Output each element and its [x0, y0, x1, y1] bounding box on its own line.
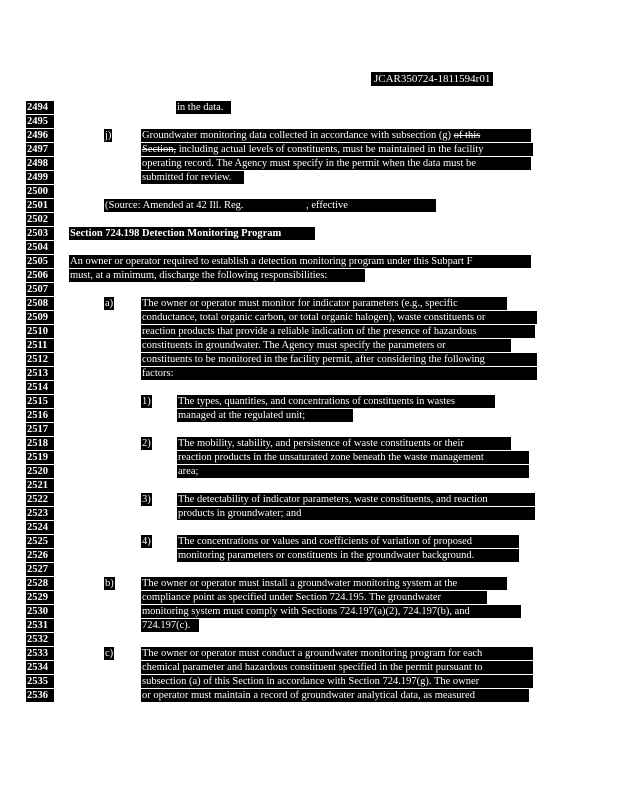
line-number: 2500: [26, 185, 54, 198]
text-line: 724.197(c).: [141, 619, 199, 632]
line-row: [0, 143, 618, 156]
subsection-label: j): [105, 130, 112, 141]
text-line: monitoring system must comply with Sections 724.197(a)(2), 724.197(b), and: [141, 605, 521, 618]
line-row: [0, 185, 618, 198]
source-note: (Source: Amended at 42 Ill. Reg. , effective ): [105, 200, 455, 211]
text-line: The owner or operator must conduct a groundwater monitoring program for each: [141, 647, 533, 660]
line-number: 2502: [26, 213, 54, 226]
paragraph-label: 3): [142, 494, 151, 505]
subsection-label: c): [105, 648, 114, 659]
line-row: [0, 339, 618, 352]
text-line: The owner or operator must install a groundwater monitoring system at the: [141, 577, 507, 590]
line-row: [0, 381, 618, 394]
line-number: 2535: [26, 675, 54, 688]
line-row: [0, 633, 618, 646]
line-number: 2536: [26, 689, 54, 702]
text-line: factors:: [141, 367, 537, 380]
line-row: [0, 521, 618, 534]
paragraph-label: 1): [142, 396, 151, 407]
line-row: [0, 563, 618, 576]
line-number: 2508: [26, 297, 54, 310]
text-line: in the data.: [176, 101, 231, 114]
line-number: 2504: [26, 241, 54, 254]
line-row: [0, 591, 618, 604]
line-number: 2534: [26, 661, 54, 674]
line-row: [0, 605, 618, 618]
line-number: 2530: [26, 605, 54, 618]
text-line: submitted for review.: [141, 171, 244, 184]
line-row: [0, 465, 618, 478]
text-line: An owner or operator required to establish a detection monitoring program under this Subpart F: [69, 255, 531, 268]
subsection-label: b): [105, 578, 114, 589]
line-row: [0, 157, 618, 170]
line-number: 2506: [26, 269, 54, 282]
line-number: 2527: [26, 563, 54, 576]
line-row: [0, 353, 618, 366]
line-row: [0, 213, 618, 226]
line-number: 2516: [26, 409, 54, 422]
line-row: [0, 269, 618, 282]
line-number: 2524: [26, 521, 54, 534]
deleted-text: Section,: [142, 144, 177, 155]
line-number: 2511: [26, 339, 54, 352]
text-line: constituents in groundwater. The Agency must specify the parameters or: [141, 339, 511, 352]
line-number: 2515: [26, 395, 54, 408]
line-number: 2532: [26, 633, 54, 646]
line-row: [0, 437, 618, 450]
line-number: 2529: [26, 591, 54, 604]
line-row: [0, 395, 618, 408]
line-number: 2519: [26, 451, 54, 464]
line-row: [0, 367, 618, 380]
section-heading: Section 724.198 Detection Monitoring Program: [69, 227, 315, 240]
line-number: 2523: [26, 507, 54, 520]
line-row: [0, 675, 618, 688]
text-line: reaction products in the unsaturated zone beneath the waste management: [177, 451, 529, 464]
text-line: The detectability of indicator parameters, waste constituents, and reaction: [177, 493, 535, 506]
line-number: 2531: [26, 619, 54, 632]
line-number: 2533: [26, 647, 54, 660]
line-number: 2517: [26, 423, 54, 436]
text-line: compliance point as specified under Section 724.195. The groundwater: [141, 591, 487, 604]
subsection-label: a): [105, 298, 114, 309]
text-line: operating record. The Agency must specify in the permit when the data must be: [141, 157, 531, 170]
text-line: reaction products that provide a reliable indication of the presence of hazardous: [141, 325, 535, 338]
line-number: 2518: [26, 437, 54, 450]
line-number: 2498: [26, 157, 54, 170]
line-number: 2507: [26, 283, 54, 296]
text-line: Section, including actual levels of constituents, must be maintained in the facility: [141, 143, 533, 156]
line-row: [0, 661, 618, 674]
paragraph-label: 2): [142, 438, 151, 449]
line-number: 2495: [26, 115, 54, 128]
text-line: subsection (a) of this Section in accordance with Section 724.197(g). The owner: [141, 675, 533, 688]
line-row: [0, 689, 618, 702]
line-row: [0, 297, 618, 310]
text-line: The owner or operator must monitor for indicator parameters (e.g., specific: [141, 297, 507, 310]
line-row: [0, 255, 618, 268]
line-row: [0, 283, 618, 296]
line-number: 2496: [26, 129, 54, 142]
line-number: 2522: [26, 493, 54, 506]
text-line: or operator must maintain a record of groundwater analytical data, as measured: [141, 689, 529, 702]
line-row: [0, 227, 618, 240]
text-line: The types, quantities, and concentrations of constituents in wastes: [177, 395, 495, 408]
line-row: [0, 451, 618, 464]
line-number: 2510: [26, 325, 54, 338]
line-row: [0, 199, 618, 212]
line-number: 2521: [26, 479, 54, 492]
line-row: [0, 241, 618, 254]
line-row: [0, 577, 618, 590]
line-row: [0, 311, 618, 324]
text-line: monitoring parameters or constituents in the groundwater background.: [177, 549, 519, 562]
line-number: 2497: [26, 143, 54, 156]
line-row: [0, 129, 618, 142]
line-row: [0, 507, 618, 520]
line-row: [0, 619, 618, 632]
line-row: [0, 115, 618, 128]
deleted-text: of this: [453, 130, 481, 141]
line-number: 2513: [26, 367, 54, 380]
line-number: 2503: [26, 227, 54, 240]
line-number: 2526: [26, 549, 54, 562]
text-line: area;: [177, 465, 529, 478]
redacted-effective-date: [351, 200, 451, 211]
line-number: 2520: [26, 465, 54, 478]
line-row: [0, 409, 618, 422]
text-line: managed at the regulated unit;: [177, 409, 353, 422]
line-number: 2525: [26, 535, 54, 548]
line-number: 2514: [26, 381, 54, 394]
text-line: Groundwater monitoring data collected in accordance with subsection (g) of this: [141, 129, 531, 142]
text-line: The mobility, stability, and persistence of waste constituents or their: [177, 437, 511, 450]
text-line: products in groundwater; and: [177, 507, 535, 520]
line-number: 2501: [26, 199, 54, 212]
line-row: [0, 423, 618, 436]
line-row: [0, 549, 618, 562]
line-number: 2499: [26, 171, 54, 184]
text-line: The concentrations or values and coefficients of variation of proposed: [177, 535, 519, 548]
text-line: chemical parameter and hazardous constituent specified in the permit pursuant to: [141, 661, 533, 674]
line-row: [0, 647, 618, 660]
line-row: [0, 535, 618, 548]
line-row: [0, 479, 618, 492]
line-number: 2512: [26, 353, 54, 366]
text-line: conductance, total organic carbon, or total organic halogen), waste constituents or: [141, 311, 537, 324]
redacted-register-page: [246, 200, 306, 211]
text-line: must, at a minimum, discharge the following responsibilities:: [69, 269, 365, 282]
paragraph-label: 4): [142, 536, 151, 547]
line-number: 2528: [26, 577, 54, 590]
text-line: constituents to be monitored in the facility permit, after considering the following: [141, 353, 537, 366]
line-number: 2505: [26, 255, 54, 268]
line-row: [0, 325, 618, 338]
line-row: [0, 171, 618, 184]
line-row: [0, 101, 618, 114]
document-id: JCAR350724-1811594r01: [371, 72, 493, 86]
line-row: [0, 493, 618, 506]
line-number: 2509: [26, 311, 54, 324]
line-number: 2494: [26, 101, 54, 114]
